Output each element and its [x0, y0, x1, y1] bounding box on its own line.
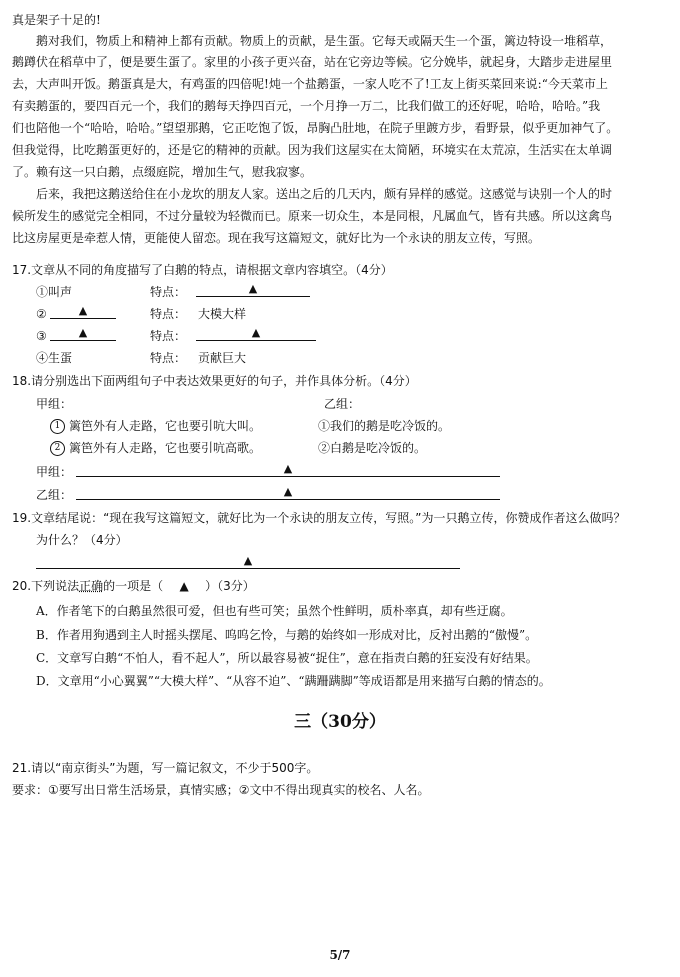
q20-stem — [12, 578, 255, 594]
circled-number-1: 1 — [50, 419, 65, 434]
q18-answer-b-blank[interactable] — [76, 487, 500, 504]
q17-row-3-key: 特点： — [150, 329, 187, 343]
q18-group-b-heading: 乙组： — [324, 397, 361, 411]
q17-row-4-value: 贡献巨大 — [198, 351, 247, 365]
q20-option-c[interactable]: C．文章写白鹅“不怕人，看不起人”，所以最容易被“捉住”，意在指责白鹅的狂妄没有好结果。 — [36, 651, 538, 665]
passage-line-9: 候所发生的感觉完全相同，不过分量较为轻微而已。原来一切众生，本是同根，凡属血气，皆有共感。所以这禽鸟 — [12, 209, 613, 223]
q20-option-b[interactable]: B．作者用狗遇到主人时摇头摆尾、呜呜乞怜，与鹅的始终如一形成对比，反衬出鹅的“傲慢”。 — [36, 628, 538, 642]
q17-row-2-answer-blank[interactable] — [50, 306, 116, 323]
q17-stem: 17.文章从不同的角度描写了白鹅的特点，请根据文章内容填空。（4分） — [12, 263, 393, 277]
q18-group-a-heading: 甲组： — [36, 397, 73, 411]
q18-a1-text: 篱笆外有人走路，它也要引吭大叫。 — [69, 419, 262, 433]
passage-line-8: 后来，我把这鹅送给住在小龙坎的朋友人家。送出之后的几天内，颇有异样的感觉。这感觉与诀别一个人的时 — [36, 187, 613, 201]
placeholder-triangle-icon: ▲ — [78, 304, 88, 317]
q17-row-4-label: ④生蛋 — [36, 351, 73, 365]
q18-answer-a-blank[interactable] — [76, 464, 500, 481]
passage-line-6: 但我觉得，比吃鹅蛋更好的，还是它的精神的贡献。因为我们这屋实在太简陋，环境实在太荒凉，生活实在太单调 — [12, 143, 613, 157]
placeholder-triangle-icon: ▲ — [248, 282, 258, 295]
q18-b1: ①我们的鹅是吃冷饭的。 — [318, 419, 451, 433]
q20-option-d[interactable]: D．文章用“小心翼翼”“大模大样”、“从容不迫”、“蹒跚蹒脚”等成语都是用来描写白鹅的情态的。 — [36, 674, 551, 688]
q20-option-a[interactable]: A．作者笔下的白鹅虽然很可爱，但也有些可笑；虽然个性鲜明，质朴率真，却有些迂腐。 — [36, 604, 513, 618]
q17-row-1-label: ①叫声 — [36, 285, 73, 299]
q19-stem-2: 为什么？（4分） — [36, 533, 128, 547]
q17-row-3-label: ③ — [36, 329, 47, 343]
placeholder-triangle-icon: ▲ — [243, 554, 253, 567]
q21-requirements: 要求：①要写出日常生活场景，真情实感；②文中不得出现真实的校名、人名。 — [12, 783, 430, 797]
placeholder-triangle-icon: ▲ — [179, 579, 189, 593]
placeholder-triangle-icon: ▲ — [78, 326, 88, 339]
passage-line-5: 们也陪他一个“哈哈，哈哈。”望望那鹅，它正吃饱了饭，昂胸凸肚地，在院子里踱方步，看野景，似乎更加神气了。 — [12, 121, 619, 135]
q20-stem-post: 的一项是（ — [103, 579, 164, 593]
q17-row-2-value: 大模大样 — [198, 307, 247, 321]
q17-row-1-answer-blank[interactable] — [196, 284, 310, 301]
circled-number-2: 2 — [50, 441, 65, 456]
q17-row-1-key: 特点： — [150, 285, 187, 299]
q18-a1 — [50, 418, 261, 434]
q18-answer-b-label: 乙组： — [36, 488, 73, 502]
q21-stem: 21.请以“南京街头”为题，写一篇记叙文，不少于500字。 — [12, 761, 319, 775]
placeholder-triangle-icon: ▲ — [283, 462, 293, 475]
q20-stem-pre: 20.下列说法 — [12, 579, 80, 593]
q17-row-2-key: 特点： — [150, 307, 187, 321]
passage-line-10: 比这房屋更是牵惹人情，更能使人留恋。现在我写这篇短文，就好比为一个永诀的朋友立传，写照。 — [12, 231, 541, 245]
q18-b2: ②白鹅是吃冷饭的。 — [318, 441, 427, 455]
q19-stem: 19.文章结尾说：“现在我写这篇短文，就好比为一个永诀的朋友立传，写照。”为一只鹅立传，你赞成作者这么做吗？ — [12, 511, 626, 525]
q20-stem-emphasis: 正确 — [79, 579, 104, 593]
page-number: 5/7 — [329, 948, 351, 962]
q18-stem: 18.请分别选出下面两组句子中表达效果更好的句子，并作具体分析。（4分） — [12, 374, 417, 388]
q17-row-2-label: ② — [36, 307, 47, 321]
q17-row-3-answer-blank[interactable] — [50, 328, 116, 345]
q18-a2-text: 篱笆外有人走路，它也要引吭高歌。 — [69, 441, 262, 455]
passage-line-4: 有卖鹅蛋的，要四百元一个，我们的鹅每天挣四百元，一个月挣一万二，比我们做工的还好呢，哈哈，哈哈。”我 — [12, 99, 601, 113]
placeholder-triangle-icon: ▲ — [251, 326, 261, 339]
passage-line-3: 去，大声叫开饭。鹅蛋真是大，有鸡蛋的四倍呢!炖一个盐鹅蛋，一家人吃不了!工友上街买菜回来说:“今天菜市上 — [12, 77, 608, 91]
q17-row-4-key: 特点： — [150, 351, 187, 365]
passage-line-0: 真是架子十足的! — [12, 13, 101, 27]
q18-a2 — [50, 440, 261, 456]
passage-line-2: 鹅蹲伏在稻草中了，便是要生蛋了。家里的小孩子更兴奋，站在它旁边等候。它分娩毕，就起身，大踏步走进屋里 — [12, 55, 613, 69]
passage-line-1: 鹅对我们，物质上和精神上都有贡献。物质上的贡献，是生蛋。它每天或隔天生一个蛋，篱边特设一堆稻草， — [36, 34, 613, 48]
q17-row-3-answer-blank-b[interactable] — [196, 328, 316, 345]
section-title: 三（30分） — [294, 712, 386, 732]
placeholder-triangle-icon: ▲ — [283, 485, 293, 498]
passage-line-7: 了。赖有这一只白鹅，点缀庭院，增加生气，慰我寂寥。 — [12, 165, 313, 179]
q18-answer-a-label: 甲组： — [36, 465, 73, 479]
q19-answer-blank[interactable] — [36, 556, 460, 573]
q20-stem-end: ）（3分） — [205, 579, 255, 593]
